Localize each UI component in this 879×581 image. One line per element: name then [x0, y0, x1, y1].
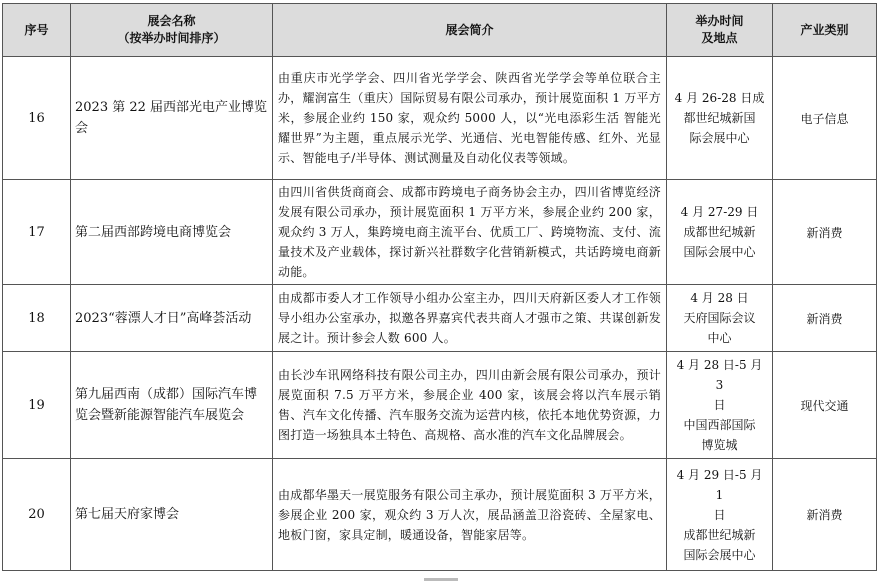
row-time-line: 天府国际会议 [683, 311, 756, 325]
header-intro: 展会简介 [273, 4, 667, 57]
row-time-line: 国际会展中心 [683, 547, 756, 562]
header-no: 序号 [3, 4, 71, 57]
header-category: 产业类别 [773, 4, 877, 57]
exhibition-table [2, 3, 877, 571]
row-time [667, 459, 773, 571]
table-row [3, 352, 877, 459]
table-row [3, 285, 877, 352]
row-no: 16 [3, 57, 71, 180]
row-time-line: 成都世纪城新 [683, 225, 756, 239]
header-time-line1: 举办时间 [695, 14, 744, 28]
row-category: 新消费 [773, 180, 877, 285]
row-time-line: 博览城 [701, 438, 738, 452]
row-no: 19 [3, 352, 71, 459]
row-category: 现代交通 [773, 352, 877, 459]
row-time-line: 都世纪城新国 [683, 111, 756, 125]
row-time-line: 4 月 28 日-5 月 3 [676, 358, 763, 392]
row-time-line: 中国西部国际 [683, 418, 756, 432]
row-no: 20 [3, 459, 71, 571]
row-intro: 由重庆市光学学会、四川省光学学会、陕西省光学学会等单位联合主办，耀润富生（重庆）国际贸易有限公司承办，预计展览面积 1 万平方米，参展企业约 150 家，观众约 5000 人，以“光电添彩生活 智能光耀世界”为主题，重点展示光学、光通信、光电智能传感、红外、光显示、智能电子/半导体、测试测量及自动化仪表等领域。 [273, 57, 667, 180]
row-intro: 由成都华墨天一展览服务有限公司主承办，预计展览面积 3 万平方米，参展企业 200 家，观众约 3 万人次，展品涵盖卫浴瓷砖、全屋家电、地板门窗，家具定制，暖通设备，智能家居等。 [273, 459, 667, 571]
header-name-sub: （按举办时间排序） [117, 31, 226, 45]
row-time-line: 4 月 27-29 日 [680, 205, 759, 219]
table-header-row [3, 4, 877, 57]
row-time [667, 180, 773, 285]
row-time-line: 4 月 26-28 日成 [674, 91, 765, 105]
table-row [3, 180, 877, 285]
row-intro: 由成都市委人才工作领导小组办公室主办，四川天府新区委人才工作领导小组办公室承办，拟邀各界嘉宾代表共商人才强市之策、共谋创新发展之计。预计参会人数 600 人。 [273, 285, 667, 352]
header-name-label: 展会名称 [147, 14, 196, 28]
row-time [667, 57, 773, 180]
row-time-line: 成都世纪城新 [683, 527, 756, 542]
header-time [667, 4, 773, 57]
row-time-line: 国际会展中心 [683, 245, 756, 259]
row-time-line: 日 [713, 398, 726, 412]
row-time-line: 4 月 28 日 [690, 291, 749, 305]
row-time-line: 4 月 29 日-5 月 1 [676, 467, 763, 502]
row-category: 新消费 [773, 459, 877, 571]
row-name: 第九届西南（成都）国际汽车博览会暨新能源智能汽车展览会 [71, 352, 273, 459]
table-row [3, 459, 877, 571]
row-time-line: 中心 [707, 331, 732, 345]
row-no: 18 [3, 285, 71, 352]
row-no: 17 [3, 180, 71, 285]
row-name: 2023 第 22 届西部光电产业博览会 [71, 57, 273, 180]
row-time-line: 日 [713, 507, 726, 522]
row-intro: 由四川省供货商商会、成都市跨境电子商务协会主办，四川省博览经济发展有限公司承办，预计展览面积 1 万平方米，参展企业约 200 家，观众约 3 万人，集跨境电商主流平台、优质工厂、跨境物流、支付、流量技术及产业载体，探讨新兴社群数字化营销新模式，共话跨境电商新动能。 [273, 180, 667, 285]
row-category: 新消费 [773, 285, 877, 352]
row-name: 第二届西部跨境电商博览会 [71, 180, 273, 285]
header-time-line2: 及地点 [701, 31, 738, 45]
row-name: 第七届天府家博会 [71, 459, 273, 571]
row-time-line: 际会展中心 [689, 131, 750, 145]
row-name: 2023“蓉漂人才日”高峰荟活动 [71, 285, 273, 352]
row-category: 电子信息 [773, 57, 877, 180]
row-intro: 由长沙车讯网络科技有限公司主办，四川由新会展有限公司承办，预计展览面积 7.5 万平方米，参展企业 400 家，该展会将以汽车展示销售、汽车文化传播、汽车服务交流为运营内核，依托本地优势资源，力图打造一场独具本土特色、高规格、高水准的汽车文化品牌展会。 [273, 352, 667, 459]
header-name [71, 4, 273, 57]
row-time [667, 352, 773, 459]
table-row [3, 57, 877, 180]
row-time [667, 285, 773, 352]
